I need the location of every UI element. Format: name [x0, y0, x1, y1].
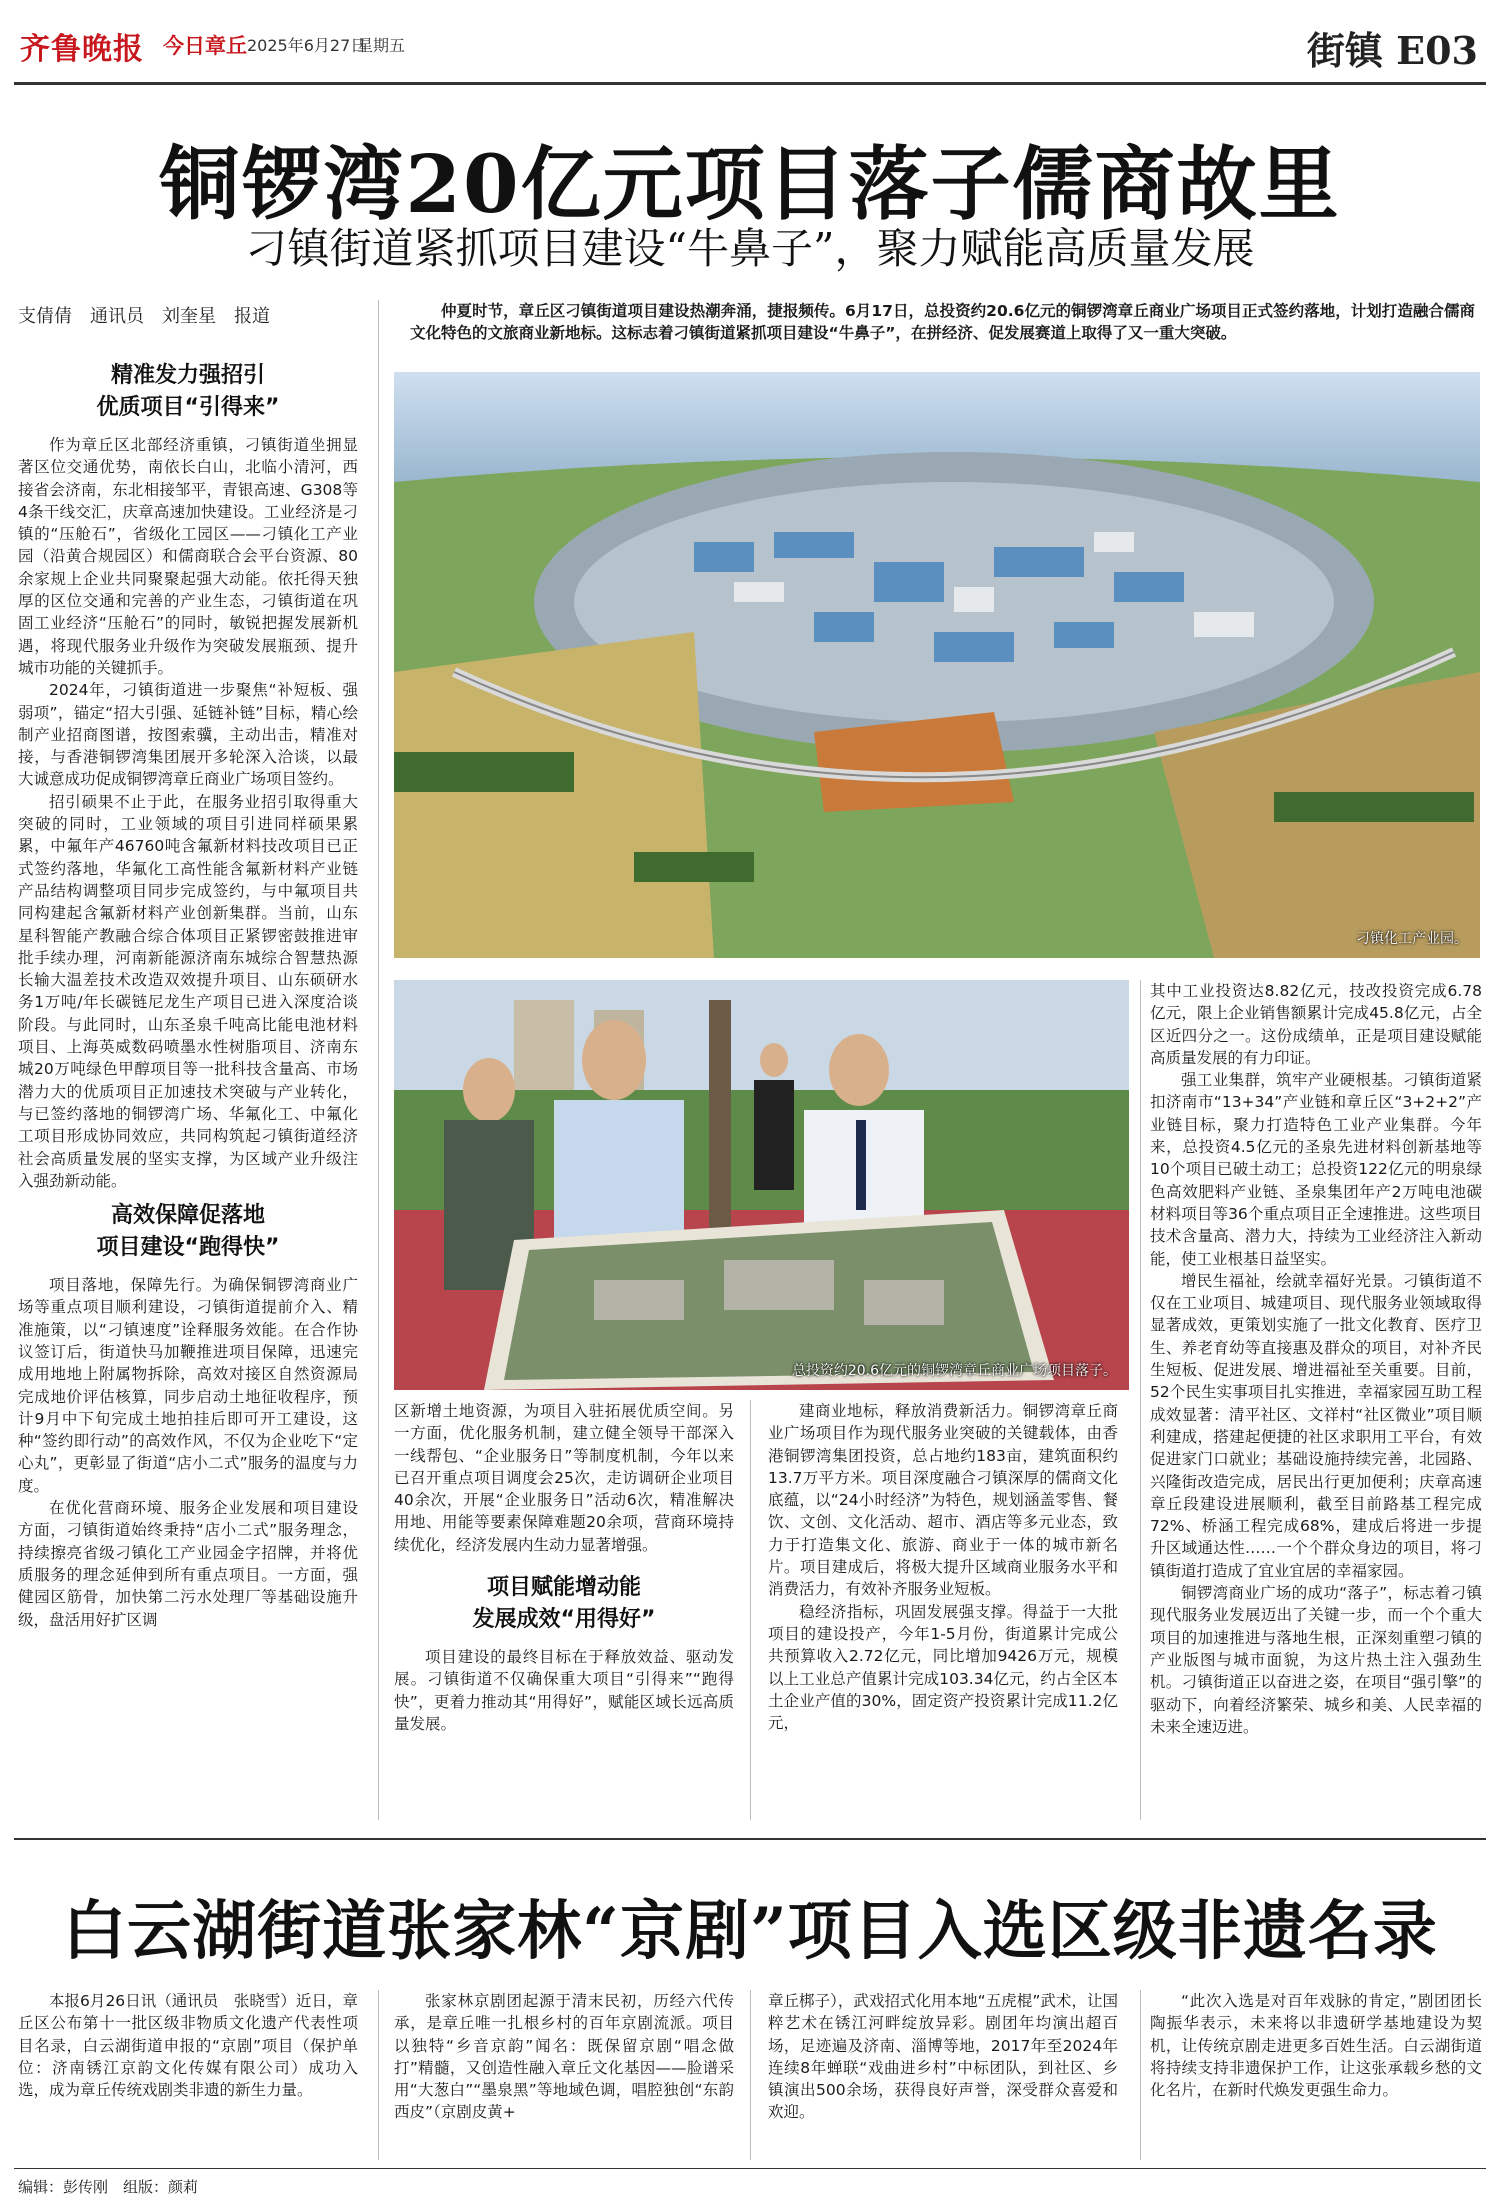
section-page-label: 街镇 E03 [1306, 28, 1478, 73]
article2-column-2 [394, 1990, 734, 2124]
subtitle-line: 精准发力强招引 [110, 363, 265, 388]
paragraph: 铜锣湾商业广场的成功“落子”，标志着刁镇现代服务业发展迈出了关键一步，而一个个重大项目的加速推进与落地生根，正深刻重塑刁镇的产业版图与城市面貌，为这片热土注入强劲生机。刁镇街道正以奋进之姿，在项目“强引擎”的驱动下，向着经济繁荣、城乡和美、人民幸福的未来全速迈进。 [1150, 1584, 1482, 1736]
issue-date: 2025年6月27日 [247, 36, 367, 55]
paragraph: 强工业集群，筑牢产业硬根基。刁镇街道紧扣济南市“13+34”产业链和章丘区“3+2+2”产业链目标，聚力打造特色工业产业集群。今年来，总投资4.5亿元的圣泉先进材料创新基地等10个项目已破土动工；总投资122亿元的明泉绿色高效肥料产业链、圣泉集团年产2万吨电池碳材料项目等36个重点项目正全速推进。这些项目技术含量高、潜力大，持续为工业经济注入新动能，使工业根基日益坚实。 [1150, 1071, 1482, 1268]
article2-column-4 [1150, 1990, 1482, 2101]
project-photo-image [394, 980, 1129, 1390]
column-rule [750, 1400, 751, 1820]
article-divider [14, 1838, 1486, 1840]
masthead-logo: 齐鲁晚报 [20, 32, 144, 67]
subtitle-line: 高效保障促落地 [110, 1203, 265, 1229]
paragraph: 张家林京剧团起源于清末民初，历经六代传承，是章丘唯一扎根乡村的百年京剧流派。项目以独特“乡音京韵”闻名：既保留京剧“唱念做打”精髓，又创造性融入章丘文化基因——脸谱采用“大葱白”“墨泉黑”等地域色调，唱腔独创“东韵西皮”（京剧皮黄+ [394, 1992, 734, 2122]
byline: 支倩倩 通讯员 刘奎星 报道 [18, 306, 270, 327]
section-subtitle-3 [394, 1572, 734, 1636]
edition-label: 今日章丘 [163, 34, 247, 58]
aerial-photo-image [394, 372, 1480, 958]
subtitle-line: 优质项目“引得来” [96, 395, 280, 420]
issue-weekday: 星期五 [357, 36, 406, 55]
paragraph: 招引硕果不止于此，在服务业招引取得重大突破的同时，工业领域的项目引进同样硕果累累，中氟年产46760吨含氟新材料技改项目已正式签约落地，华氟化工高性能含氟新材料产业链产品结构调整项目同步完成签约，与中氟项目共同构建起含氟新材料产业创新集群。当前，山东星科智能产教融合综合体项目正紧锣密鼓推进审批手续办理，河南新能源济南东城综合智慧热源长输大温差技术改造双效提升项目、山东硕研水务1万吨/年长碳链尼龙生产项目已进入深度洽谈阶段。与此同时，山东圣泉千吨高比能电池材料项目、上海英威数码喷墨水性树脂项目、济南东城20万吨绿色甲醇项目等一批科技含量高、市场潜力大的优质项目正加速技术突破与产业转化，与已签约落地的铜锣湾广场、华氟化工、中氟化工项目形成协同效应，共同构筑起刁镇街道经济社会高质量发展的坚实支撑，为区域产业升级注入强劲新动能。 [18, 792, 358, 1190]
section-subtitle-1 [18, 360, 358, 424]
article2-column-1 [18, 1990, 358, 2101]
paragraph: 区新增土地资源，为项目入驻拓展优质空间。另一方面，优化服务机制，建立健全领导干部深入一线帮包、“企业服务日”等制度机制，今年以来已召开重点项目调度会25次，走访调研企业项目40余次，开展“企业服务日”活动6次，精准解决用地、用能等要素保障难题20余项，营商环境持续优化，经济发展内生动力显著增强。 [394, 1402, 734, 1554]
paragraph: 其中工业投资达8.82亿元，技改投资完成6.78亿元，限上企业销售额累计完成45.8亿元，占全区近四分之一。这份成绩单，正是项目建设赋能高质量发展的有力印证。 [1150, 982, 1482, 1067]
project-photo [394, 980, 1129, 1390]
main-subheadline: 刁镇街道紧抓项目建设“牛鼻子”，聚力赋能高质量发展 [245, 224, 1255, 273]
paragraph: “此次入选是对百年戏脉的肯定，”剧团团长陶振华表示，未来将以非遗研学基地建设为契机，让传统京剧走进更多百姓生活。白云湖街道将持续支持非遗保护工作，让这张承载乡愁的文化名片，在新时代焕发更强生命力。 [1150, 1992, 1482, 2100]
second-headline: 白云湖街道张家林“京剧”项目入选区级非遗名录 [62, 1894, 1438, 1969]
main-headline: 铜锣湾20亿元项目落子儒商故里 [159, 137, 1341, 231]
footer-divider [14, 2168, 1486, 2169]
paragraph: 2024年，刁镇街道进一步聚焦“补短板、强弱项”，锚定“招大引强、延链补链”目标，精心绘制产业招商图谱，按图索骥，主动出击，精准对接，与香港铜锣湾集团展开多轮深入洽谈，以最大诚意成功促成铜锣湾章丘商业广场项目签约。 [18, 681, 358, 789]
paragraph: 稳经济指标，巩固发展强支撑。得益于一大批项目的建设投产，今年1-5月份，街道累计完成公共预算收入2.72亿元，同比增加9426万元，规模以上工业总产值累计完成103.34亿元，约占全区本土企业产值的30%，固定资产投资累计完成11.2亿元， [768, 1602, 1118, 1733]
column-rule [1140, 980, 1141, 1820]
column-rule [750, 1990, 751, 2160]
article-column-b [768, 1400, 1118, 1734]
aerial-photo [394, 372, 1480, 958]
article-column-c [1150, 980, 1482, 1738]
paragraph: 作为章丘区北部经济重镇，刁镇街道坐拥显著区位交通优势，南依长白山，北临小清河，西接省会济南，东北相接邹平，青银高速、G308等4条干线交汇，庆章高速加快建设。工业经济是刁镇的“压舱石”，省级化工园区——刁镇化工产业园（沿黄合规园区）和儒商联合会平台资源、80余家规上企业共同聚聚起强大动能。依托得天独厚的区位交通和完善的产业生态，刁镇街道在巩固工业经济“压舱石”的同时，敏锐把握发展新机遇，将现代服务业升级作为突破发展瓶颈、提升城市功能的关键抓手。 [18, 436, 358, 677]
column-rule [1140, 1990, 1141, 2160]
article2-column-3 [768, 1990, 1118, 2124]
photo-caption: 总投资约20.6亿元的铜锣湾章丘商业广场项目落子。 [791, 1363, 1117, 1379]
paragraph: 项目落地，保障先行。为确保铜锣湾商业广场等重点项目顺利建设，刁镇街道提前介入、精准施策，以“刁镇速度”诠释服务效能。在合作协议签订后，街道快马加鞭推进项目保障，迅速完成用地地上附属物拆除，高效对接区自然资源局完成地价评估核算，同步启动土地征收程序，预计9月中下旬完成土地拍挂后即可开工建设，这种“签约即行动”的高效作风，不仅为企业吃下“定心丸”，更彰显了街道“店小二式”服务的温度与力度。 [18, 1276, 358, 1495]
paragraph: 在优化营商环境、服务企业发展和项目建设方面，刁镇街道始终秉持“店小二式”服务理念，持续擦亮省级刁镇化工产业园金字招牌，并将优质服务的理念延伸到所有重点项目。一方面，强健园区筋骨，加快第二污水处理厂等基础设施升级，盘活用好扩区调 [18, 1499, 358, 1629]
lead-paragraph: 仲夏时节，章丘区刁镇街道项目建设热潮奔涌，捷报频传。6月17日，总投资约20.6亿元的铜锣湾章丘商业广场项目正式签约落地，计划打造融合儒商文化特色的文旅商业新地标。这标志着刁镇街道紧抓项目建设“牛鼻子”，在拼经济、促发展赛道上取得了又一重大突破。 [410, 302, 1475, 342]
editor-credits: 编辑：彭传刚 组版：颜莉 [18, 2178, 199, 2196]
subtitle-line: 项目赋能增动能 [486, 1575, 641, 1601]
article-column-left [18, 360, 358, 1631]
subtitle-line: 发展成效“用得好” [472, 1607, 656, 1633]
paragraph: 建商业地标，释放消费新活力。铜锣湾章丘商业广场项目作为现代服务业突破的关键载体，由香港铜锣湾集团投资，总占地约183亩，建筑面积约13.7万平方米。项目深度融合刁镇深厚的儒商文化底蕴，以“24小时经济”为特色，规划涵盖零售、餐饮、文创、文化活动、超市、酒店等多元业态，致力于打造集文化、旅游、商业于一体的城市新名片。项目建成后，将极大提升区域商业服务水平和消费活力，有效补齐服务业短板。 [768, 1402, 1118, 1599]
paragraph: 增民生福祉，绘就幸福好光景。刁镇街道不仅在工业项目、城建项目、现代服务业领域取得显著成效，更策划实施了一批文化教育、医疗卫生、养老育幼等直接惠及群众的项目，对补齐民生短板、促进发展、增进福祉至关重要。目前，52个民生实事项目扎实推进，幸福家园互助工程成效显著：清平社区、文祥村“社区微业”项目顺利建成，搭建起便捷的社区求职用工平台，有效促进家门口就业；基础设施持续完善，北园路、兴隆街改造完成，居民出行更加便利；庆章高速章丘段建设进展顺利，截至目前路基工程完成72%、桥涵工程完成68%，建成后将进一步提升区域通达性……一个个群众身边的项目，将刁镇街道打造成了宜业宜居的幸福家园。 [1150, 1271, 1482, 1580]
paragraph: 本报6月26日讯（通讯员 张晓雪）近日，章丘区公布第十一批区级非物质文化遗产代表性项目名录，白云湖街道申报的“京剧”项目（保护单位：济南锈江京韵文化传媒有限公司）成功入选，成为章丘传统戏剧类非遗的新生力量。 [18, 1992, 358, 2100]
column-rule [378, 1990, 379, 2160]
paragraph: 章丘梆子），武戏招式化用本地“五虎棍”武术，让国粹艺术在锈江河畔绽放异彩。剧团年均演出超百场，足迹遍及济南、淄博等地，2017年至2024年连续8年蝉联“戏曲进乡村”中标团队，到社区、乡镇演出500余场，获得良好声誉，深受群众喜爱和欢迎。 [768, 1992, 1118, 2122]
header-divider [14, 82, 1486, 85]
article-column-a [394, 1400, 734, 1735]
section-subtitle-2 [18, 1200, 358, 1264]
subtitle-line: 项目建设“跑得快” [96, 1235, 280, 1261]
paragraph: 项目建设的最终目标在于释放效益、驱动发展。刁镇街道不仅确保重大项目“引得来”“跑得快”，更着力推动其“用得好”，赋能区域长远高质量发展。 [394, 1648, 734, 1733]
photo-caption: 刁镇化工产业园。 [1356, 931, 1468, 947]
column-rule [378, 300, 379, 1820]
